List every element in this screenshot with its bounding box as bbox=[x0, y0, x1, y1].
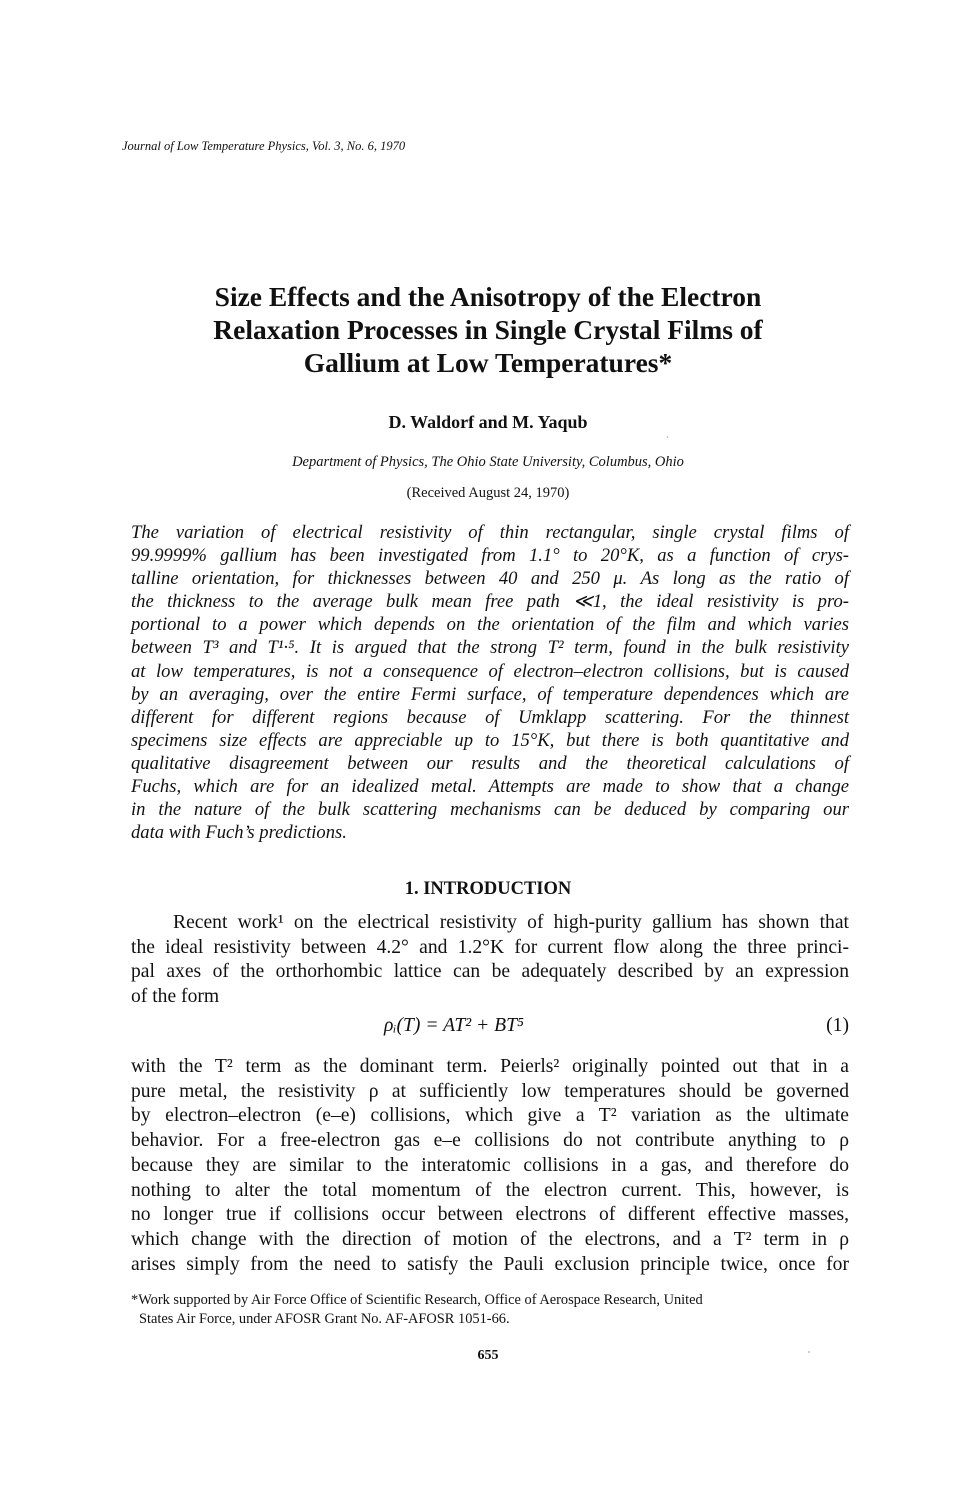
body-line: behavior. For a free-electron gas e–e collisions do not contribute anything to ρ bbox=[131, 1130, 849, 1152]
body-line: Recent work¹ on the electrical resistivity of high-purity gallium has shown that bbox=[173, 912, 849, 933]
body-line: pal axes of the orthorhombic lattice can be adequately described by an expression bbox=[131, 961, 849, 982]
paper-title bbox=[120, 280, 856, 379]
abstract-line: qualitative disagreement between our results and the theoretical calculations of bbox=[131, 752, 849, 774]
abstract bbox=[131, 521, 849, 844]
abstract-line: portional to a power which depends on the orientation of the film and which varies bbox=[131, 614, 849, 636]
equation-1 bbox=[131, 1015, 849, 1041]
abstract-line: the thickness to the average bulk mean free path ≪1, the ideal resistivity is pro- bbox=[131, 591, 849, 613]
body-line: nothing to alter the total momentum of the electron current. This, however, is bbox=[131, 1179, 849, 1201]
received-date: (Received August 24, 1970) bbox=[406, 485, 570, 501]
section-heading: 1. INTRODUCTION bbox=[404, 879, 572, 899]
body-line: pure metal, the resistivity ρ at sufficiently low temperatures should be governed bbox=[131, 1080, 849, 1102]
abstract-line: between T³ and T¹·⁵. It is argued that the strong T² term, found in the bulk resistivity bbox=[131, 637, 849, 659]
body-line: because they are similar to the interatomic collisions in a gas, and therefore do bbox=[131, 1154, 849, 1176]
affiliation: Department of Physics, The Ohio State University, Columbus, Ohio bbox=[292, 454, 684, 470]
equation-number: (1) bbox=[826, 1015, 849, 1036]
body-line: of the form bbox=[131, 985, 220, 1007]
abstract-line: 99.9999% gallium has been investigated from 1.1° to 20°K, as a function of crys- bbox=[131, 545, 849, 567]
abstract-line: at low temperatures, is not a consequence of electron–electron collisions, but is caused bbox=[131, 660, 849, 682]
abstract-line: talline orientation, for thicknesses between 40 and 250 μ. As long as the ratio of bbox=[131, 568, 849, 590]
abstract-line: in the nature of the bulk scattering mechanisms can be deduced by comparing our bbox=[131, 799, 849, 821]
body-paragraph bbox=[131, 1055, 849, 1277]
abstract-line: Fuchs, which are for an idealized metal. Attempts are made to show that a change bbox=[131, 776, 849, 798]
footnote-line: *Work supported by Air Force Office of Scientific Research, Office of Aerospace Research, United bbox=[131, 1292, 703, 1308]
body-line: the ideal resistivity between 4.2° and 1.2°K for current flow along the three princi- bbox=[131, 936, 849, 958]
page-number: 655 bbox=[477, 1348, 499, 1363]
body-line: with the T² term as the dominant term. Peierls² originally pointed out that in a bbox=[131, 1056, 849, 1077]
abstract-line: different for different regions because of Umklapp scattering. For the thinnest bbox=[131, 706, 849, 728]
authors: D. Waldorf and M. Yaqub bbox=[388, 412, 588, 432]
body-line: by electron–electron (e–e) collisions, which give a T² variation as the ultimate bbox=[131, 1105, 849, 1127]
title-line: Relaxation Processes in Single Crystal Films of bbox=[213, 314, 763, 345]
footnote bbox=[131, 1291, 855, 1329]
abstract-line: specimens size effects are appreciable up to 15°K, but there is both quantitative and bbox=[131, 729, 849, 751]
body-line: arises simply from the need to satisfy the Pauli exclusion principle twice, once for bbox=[131, 1253, 849, 1275]
intro-paragraph bbox=[131, 911, 849, 1009]
title-line: Gallium at Low Temperatures* bbox=[303, 347, 673, 378]
footnote-line: States Air Force, under AFOSR Grant No. AF-AFOSR 1051-66. bbox=[139, 1311, 510, 1327]
abstract-line: data with Fuch’s predictions. bbox=[131, 822, 347, 844]
abstract-line: The variation of electrical resistivity of thin rectangular, single crystal films of bbox=[131, 522, 849, 543]
scan-speck bbox=[808, 1351, 810, 1353]
journal-citation: Journal of Low Temperature Physics, Vol. 3, No. 6, 1970 bbox=[122, 139, 406, 153]
body-line: which change with the direction of motion of the electrons, and a T² term in ρ bbox=[131, 1228, 849, 1250]
abstract-line: by an averaging, over the entire Fermi surface, of temperature dependences which are bbox=[131, 683, 849, 705]
stray-mark: ˎ bbox=[666, 428, 669, 438]
title-line: Size Effects and the Anisotropy of the Electron bbox=[214, 281, 762, 312]
body-line: no longer true if collisions occur between electrons of different effective masses, bbox=[131, 1204, 849, 1226]
equation-expression: ρᵢ(T) = AT² + BT⁵ bbox=[384, 1015, 524, 1036]
